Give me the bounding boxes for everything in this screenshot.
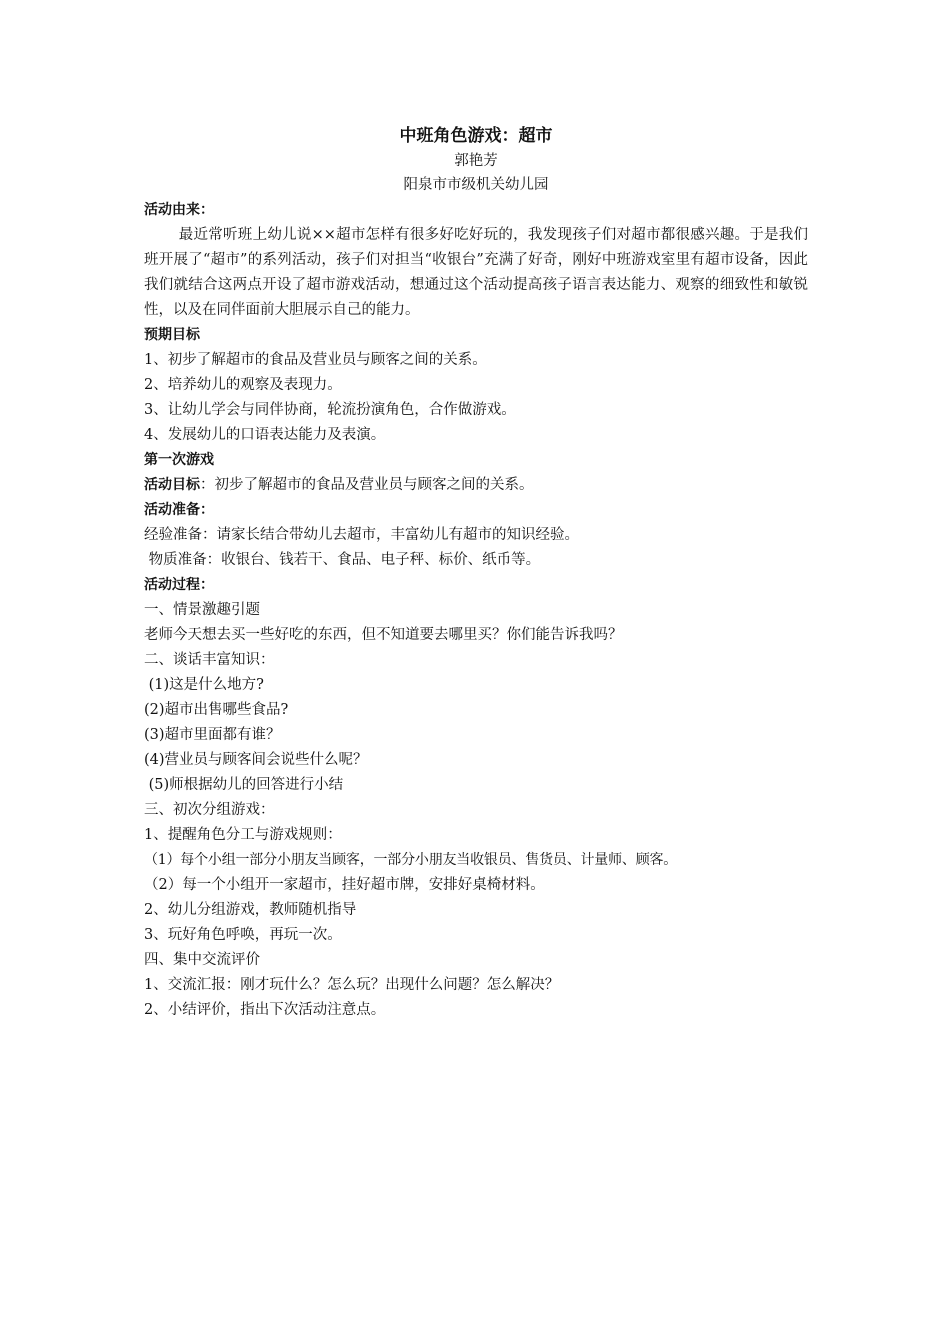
process-line: 四、集中交流评价 bbox=[144, 952, 260, 968]
process-line: （1）每个小组一部分小朋友当顾客，一部分小朋友当收银员、售货员、计量师、顾客。 bbox=[144, 852, 678, 868]
activity-goal-line bbox=[144, 473, 808, 498]
prep-heading: 活动准备： bbox=[144, 502, 214, 518]
first-game-heading: 第一次游戏 bbox=[144, 452, 214, 468]
activity-goal-text: ：初步了解超市的食品及营业员与顾客之间的关系。 bbox=[200, 477, 534, 493]
goal-item: 2、培养幼儿的观察及表现力。 bbox=[144, 377, 342, 393]
origin-paragraph: 最近常听班上幼儿说××超市怎样有很多好吃好玩的，我发现孩子们对超市都很感兴趣。于是我们班开展了“超市”的系列活动，孩子们对担当“收银台”充满了好奇，刚好中班游戏室里有超市设备，因此我们就结合这两点开设了超市游戏活动，想通过这个活动提高孩子语言表达能力、观察的细致性和敏锐性，以及在同伴面前大胆展示自己的能力。 bbox=[144, 227, 808, 318]
process-line: (5)师根据幼儿的回答进行小结 bbox=[144, 777, 344, 793]
process-line: 3、玩好角色呼唤，再玩一次。 bbox=[144, 927, 342, 943]
process-line: 2、小结评价，指出下次活动注意点。 bbox=[144, 1002, 386, 1018]
organization-name: 阳泉市市级机关幼儿园 bbox=[403, 177, 549, 193]
prep-experience: 经验准备：请家长结合带幼儿去超市，丰富幼儿有超市的知识经验。 bbox=[144, 527, 579, 543]
process-line: (3)超市里面都有谁？ bbox=[144, 727, 281, 743]
activity-goal-label: 活动目标 bbox=[144, 477, 200, 493]
goal-item: 1、初步了解超市的食品及营业员与顾客之间的关系。 bbox=[144, 352, 487, 368]
process-line: 1、提醒角色分工与游戏规则： bbox=[144, 827, 342, 843]
document-title: 中班角色游戏：超市 bbox=[399, 126, 553, 146]
process-line: 2、幼儿分组游戏，教师随机指导 bbox=[144, 902, 357, 918]
goal-item: 4、发展幼儿的口语表达能力及表演。 bbox=[144, 427, 386, 443]
process-line: (4)营业员与顾客间会说些什么呢？ bbox=[144, 752, 368, 768]
process-line: 三、初次分组游戏： bbox=[144, 802, 275, 818]
goals-heading: 预期目标 bbox=[144, 327, 200, 343]
origin-heading: 活动由来： bbox=[144, 202, 214, 218]
process-line: （2）每一个小组开一家超市，挂好超市牌，安排好桌椅材料。 bbox=[144, 877, 545, 893]
process-line: 老师今天想去买一些好吃的东西，但不知道要去哪里买？你们能告诉我吗？ bbox=[144, 627, 623, 643]
process-line: 1、交流汇报：刚才玩什么？怎么玩？出现什么问题？怎么解决？ bbox=[144, 977, 560, 993]
author-name: 郭艳芳 bbox=[454, 153, 498, 169]
process-line: 一、情景激趣引题 bbox=[144, 602, 260, 618]
process-line: (1)这是什么地方? bbox=[144, 677, 264, 693]
document-body bbox=[144, 122, 808, 1023]
prep-material: 物质准备：收银台、钱若干、食品、电子秤、标价、纸币等。 bbox=[144, 552, 541, 568]
process-line: 二、谈话丰富知识： bbox=[144, 652, 275, 668]
process-heading: 活动过程： bbox=[144, 577, 214, 593]
process-line: (2)超市出售哪些食品? bbox=[144, 702, 289, 718]
goal-item: 3、让幼儿学会与同伴协商，轮流扮演角色，合作做游戏。 bbox=[144, 402, 516, 418]
